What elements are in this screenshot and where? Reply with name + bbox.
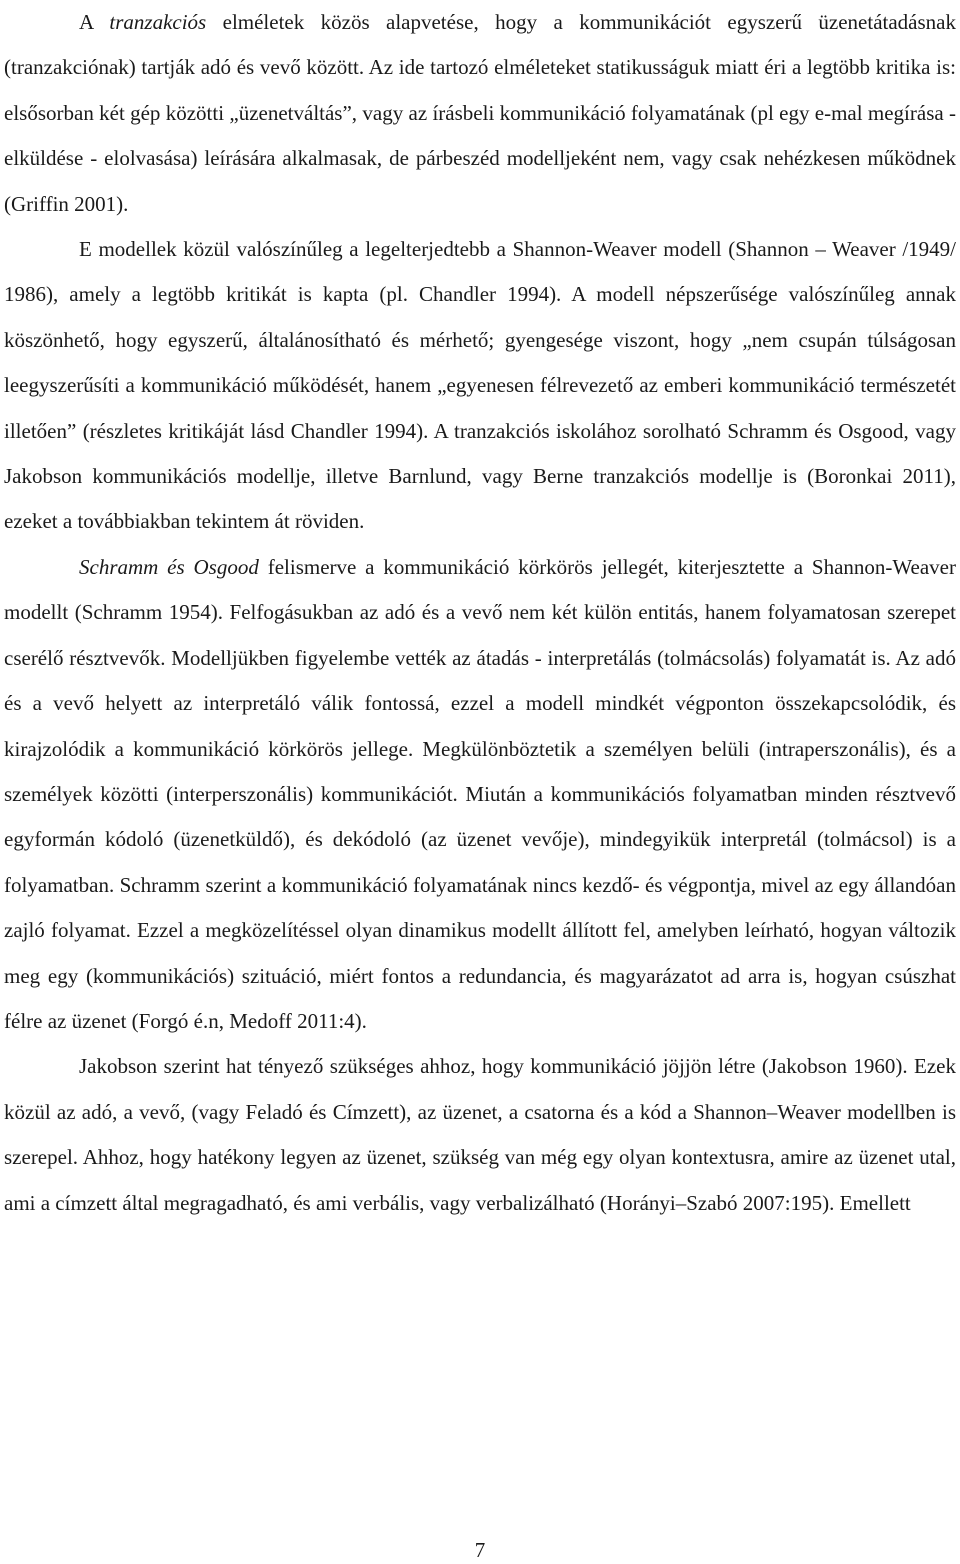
paragraph-1-italic-term: tranzakciós — [109, 10, 207, 34]
paragraph-4-text: Jakobson szerint hat tényező szükséges ahhoz, hogy kommunikáció jöjjön létre (Jakobson 1960). Ezek közül az adó, a vevő, (vagy Feladó és Címzett), az üzenet, a csatorna és a kód a Shannon–Weaver modellben is szerepel. Ahhoz, hogy hatékony legyen az üzenet, szükség van még egy olyan kontextusra, amire az üzenet utal, ami a címzett által megragadható, és ami verbális, vagy verbalizálható (Horányi–Szabó 2007:195). Emellett — [4, 1054, 956, 1215]
paragraph-2-text: E modellek közül valószínűleg a legelterjedtebb a Shannon-Weaver modell (Shannon – Weaver /1949/ 1986), amely a legtöbb kritikát is kapta (pl. Chandler 1994). A modell népszerűsége valószínűleg annak köszönhető, hogy egyszerű, általánosítható és mérhető; gyengesége viszont, hogy „nem csupán túlságosan leegyszerűsíti a kommunikáció működését, hanem „egyenesen félrevezető az emberi kommunikáció természetét illetően” (részletes kritikáját lásd Chandler 1994). A tranzakciós iskolához sorolható Schramm és Osgood, vagy Jakobson kommunikációs modellje, illetve Barnlund, vagy Berne tranzakciós modellje is (Boronkai 2011), ezeket a továbbiakban tekintem át röviden. — [4, 237, 956, 534]
paragraph-1-lead: A — [79, 10, 110, 34]
paragraph-1 — [4, 0, 956, 227]
paragraph-3-italic-term: Schramm és Osgood — [79, 554, 259, 579]
paragraph-1-text: elméletek közös alapvetése, hogy a kommunikációt egyszerű üzenetátadásnak (tranzakciónak) tartják adó és vevő között. Az ide tartozó elméleteket statikusságuk miatt éri a legtöbb kritika is: elsősorban két gép közötti „üzenetváltás”, vagy az írásbeli kommunikáció folyamatának (pl egy e-mal megírása - elküldése - elolvasása) leírására alkalmasak, de párbeszéd modelljeként nem, vagy csak nehézkesen működnek (Griffin 2001). — [4, 10, 956, 216]
paragraph-4 — [4, 1044, 956, 1226]
page-number: 7 — [474, 1538, 486, 1562]
document-page — [4, 0, 956, 1226]
paragraph-2 — [4, 227, 956, 545]
paragraph-3-text: felismerve a kommunikáció körkörös jellegét, kiterjesztette a Shannon-Weaver modellt (Schramm 1954). Felfogásukban az adó és a vevő nem két külön entitás, hanem folyamatosan szerepet cserélő résztvevők. Modelljükben figyelembe vették az átadás - interpretálás (tolmácsolás) folyamatát is. Az adó és a vevő helyett az interpretáló válik fontossá, ezzel a modell mindkét végponton összekapcsolódik, és kirajzolódik a kommunikáció körkörös jellege. Megkülönböztetik a személyen belüli (intraperszonális), és a személyek közötti (interperszonális) kommunikációt. Miután a kommunikációs folyamatban minden résztvevő egyformán kódoló (üzenetküldő), és dekódoló (az üzenet vevője), mindegyikük interpretál (tolmácsol) is a folyamatban. Schramm szerint a kommunikáció folyamatának nincs kezdő- és végpontja, mivel az egy állandóan zajló folyamat. Ezzel a megközelítéssel olyan dinamikus modellt állított fel, amelyben leírható, hogyan változik meg egy (kommunikációs) szituáció, miért fontos a redundancia, és magyarázatot ad arra is, hogyan csúszhat félre az üzenet (Forgó é.n, Medoff 2011:4). — [4, 554, 956, 1033]
paragraph-3 — [4, 545, 956, 1044]
